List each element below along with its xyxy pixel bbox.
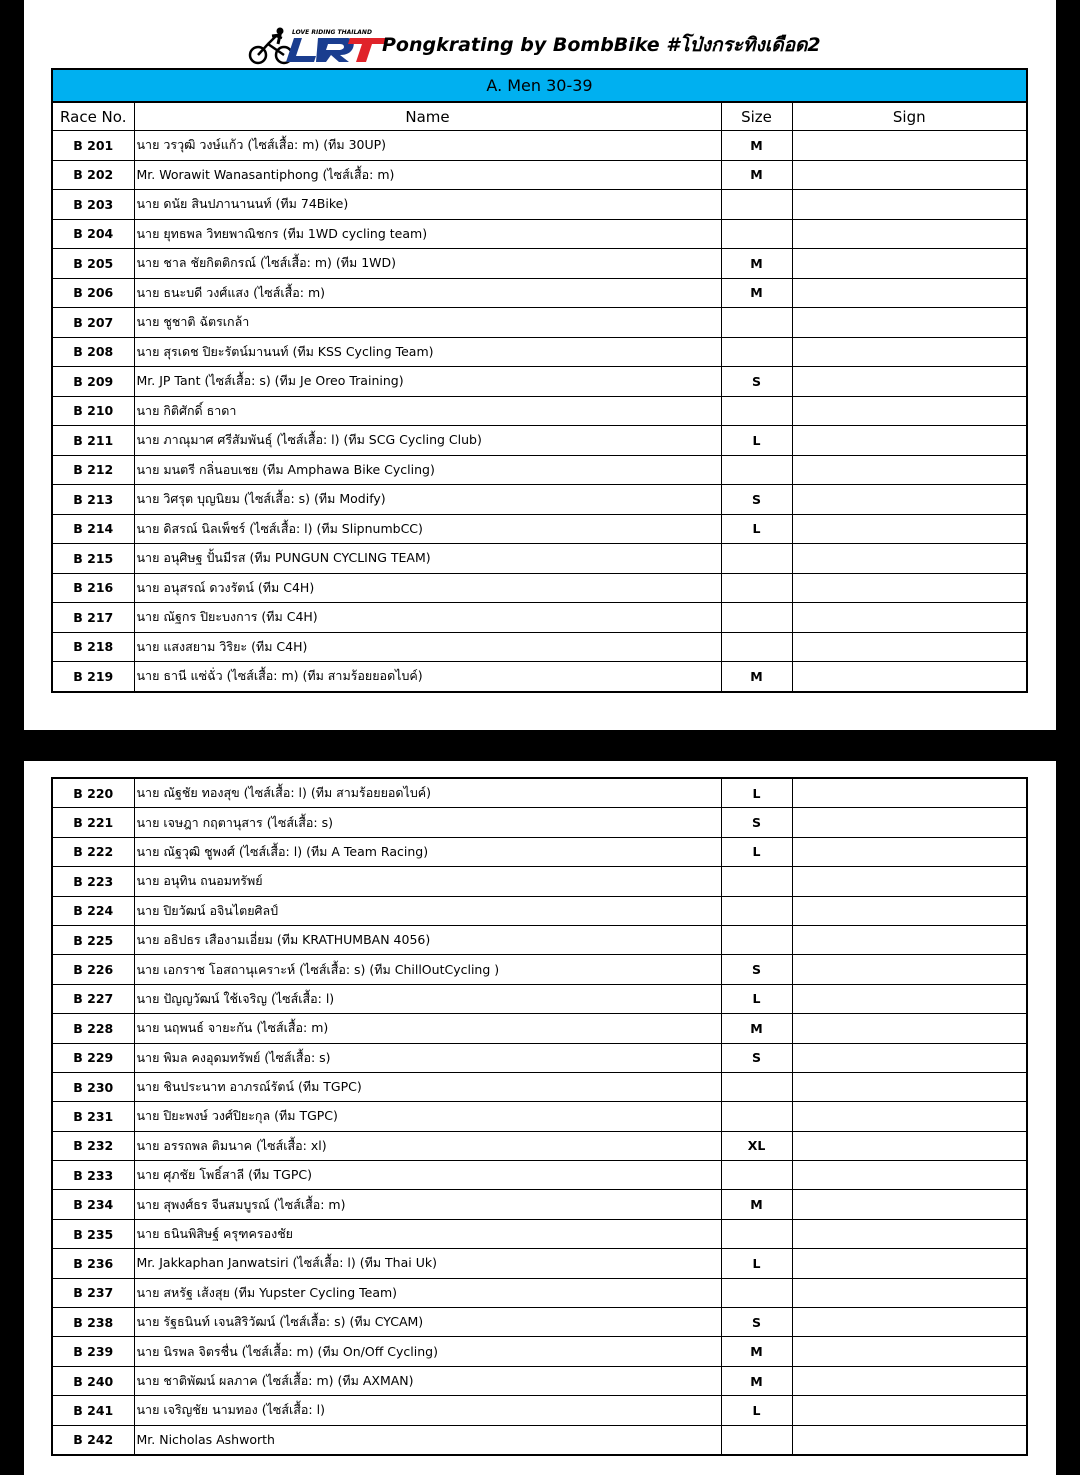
signature-cell bbox=[792, 514, 1027, 544]
race-number-cell: B 219 bbox=[52, 662, 134, 692]
signature-cell bbox=[792, 367, 1027, 397]
rider-name-cell: นาย สุรเดช ปิยะรัตน์มานนท์ (ทีม KSS Cycling Team) bbox=[134, 337, 721, 367]
header-sign: Sign bbox=[792, 102, 1027, 131]
race-number-cell: B 242 bbox=[52, 1425, 134, 1455]
race-number-cell: B 202 bbox=[52, 160, 134, 190]
rider-name-cell: นาย ณัฐวุฒิ ชูพงศ์ (ไซส์เสื้อ: l) (ทีม A Team Racing) bbox=[134, 837, 721, 866]
signature-cell bbox=[792, 249, 1027, 279]
signature-cell bbox=[792, 190, 1027, 220]
header-race-no: Race No. bbox=[52, 102, 134, 131]
signature-cell bbox=[792, 778, 1027, 808]
rider-name-cell: นาย ดนัย สินปภานานนท์ (ทีม 74Bike) bbox=[134, 190, 721, 220]
shirt-size-cell: L bbox=[721, 426, 792, 456]
race-number-cell: B 212 bbox=[52, 455, 134, 485]
column-header-row bbox=[52, 102, 1027, 131]
signature-cell bbox=[792, 1425, 1027, 1455]
rider-name-cell: นาย ณัฐกร ปิยะบงการ (ทีม C4H) bbox=[134, 603, 721, 633]
header-size: Size bbox=[721, 102, 792, 131]
table-row bbox=[52, 1102, 1027, 1131]
race-number-cell: B 215 bbox=[52, 544, 134, 574]
shirt-size-cell bbox=[721, 896, 792, 925]
race-number-cell: B 237 bbox=[52, 1278, 134, 1307]
shirt-size-cell bbox=[721, 455, 792, 485]
rider-name-cell: นาย ธนะบดี วงศ์แสง (ไซส์เสื้อ: m) bbox=[134, 278, 721, 308]
race-number-cell: B 218 bbox=[52, 632, 134, 662]
rider-name-cell: Mr. Worawit Wanasantiphong (ไซส์เสื้อ: m) bbox=[134, 160, 721, 190]
signature-cell bbox=[792, 603, 1027, 633]
table-row bbox=[52, 808, 1027, 837]
rider-name-cell: นาย ชาติพัฒน์ ผลภาค (ไซส์เสื้อ: m) (ทีม AXMAN) bbox=[134, 1366, 721, 1395]
shirt-size-cell: M bbox=[721, 1337, 792, 1366]
logo-text: LOVE RIDING THAILAND bbox=[292, 29, 372, 36]
table-row bbox=[52, 984, 1027, 1013]
rider-name-cell: นาย ธนินพิสิษฐ์ ครุฑครองชัย bbox=[134, 1219, 721, 1248]
table-row bbox=[52, 573, 1027, 603]
shirt-size-cell bbox=[721, 1425, 792, 1455]
race-number-cell: B 214 bbox=[52, 514, 134, 544]
race-number-cell: B 208 bbox=[52, 337, 134, 367]
signature-cell bbox=[792, 573, 1027, 603]
signature-cell bbox=[792, 1102, 1027, 1131]
signature-cell bbox=[792, 1190, 1027, 1219]
race-number-cell: B 240 bbox=[52, 1366, 134, 1395]
shirt-size-cell bbox=[721, 1278, 792, 1307]
rider-name-cell: นาย ชาล ชัยกิตติกรณ์ (ไซส์เสื้อ: m) (ทีม 1WD) bbox=[134, 249, 721, 279]
table-row bbox=[52, 1425, 1027, 1455]
race-number-cell: B 206 bbox=[52, 278, 134, 308]
shirt-size-cell: S bbox=[721, 485, 792, 515]
shirt-size-cell: M bbox=[721, 249, 792, 279]
sheet-page-1 bbox=[24, 0, 1056, 730]
signature-cell bbox=[792, 925, 1027, 954]
race-number-cell: B 241 bbox=[52, 1396, 134, 1425]
race-number-cell: B 232 bbox=[52, 1131, 134, 1160]
table-row bbox=[52, 925, 1027, 954]
race-number-cell: B 216 bbox=[52, 573, 134, 603]
rider-name-cell: นาย สุพงศ์ธร จีนสมบูรณ์ (ไซส์เสื้อ: m) bbox=[134, 1190, 721, 1219]
signature-cell bbox=[792, 1043, 1027, 1072]
race-number-cell: B 239 bbox=[52, 1337, 134, 1366]
table-row bbox=[52, 131, 1027, 161]
rider-name-cell: Mr. JP Tant (ไซส์เสื้อ: s) (ทีม Je Oreo Training) bbox=[134, 367, 721, 397]
race-number-cell: B 221 bbox=[52, 808, 134, 837]
shirt-size-cell bbox=[721, 308, 792, 338]
race-number-cell: B 201 bbox=[52, 131, 134, 161]
shirt-size-cell: XL bbox=[721, 1131, 792, 1160]
signature-cell bbox=[792, 1308, 1027, 1337]
signature-cell bbox=[792, 1072, 1027, 1101]
shirt-size-cell bbox=[721, 190, 792, 220]
shirt-size-cell bbox=[721, 337, 792, 367]
race-number-cell: B 234 bbox=[52, 1190, 134, 1219]
shirt-size-cell bbox=[721, 573, 792, 603]
shirt-size-cell: L bbox=[721, 984, 792, 1013]
race-number-cell: B 220 bbox=[52, 778, 134, 808]
rider-name-cell: นาย สหรัฐ เส้งสุย (ทีม Yupster Cycling Team) bbox=[134, 1278, 721, 1307]
signature-cell bbox=[792, 1161, 1027, 1190]
shirt-size-cell: L bbox=[721, 1396, 792, 1425]
table-row bbox=[52, 867, 1027, 896]
signature-cell bbox=[792, 1219, 1027, 1248]
shirt-size-cell: S bbox=[721, 367, 792, 397]
signature-cell bbox=[792, 632, 1027, 662]
rider-name-cell: นาย วรวุฒิ วงษ์แก้ว (ไซส์เสื้อ: m) (ทีม 30UP) bbox=[134, 131, 721, 161]
race-number-cell: B 210 bbox=[52, 396, 134, 426]
signature-cell bbox=[792, 455, 1027, 485]
signature-cell bbox=[792, 1278, 1027, 1307]
rider-name-cell: นาย มนตรี กลิ่นอบเชย (ทีม Amphawa Bike Cycling) bbox=[134, 455, 721, 485]
lrt-logo bbox=[236, 22, 396, 66]
signature-cell bbox=[792, 808, 1027, 837]
signature-cell bbox=[792, 1014, 1027, 1043]
table-row bbox=[52, 1131, 1027, 1160]
signature-cell bbox=[792, 396, 1027, 426]
race-number-cell: B 205 bbox=[52, 249, 134, 279]
header-name: Name bbox=[134, 102, 721, 131]
race-number-cell: B 235 bbox=[52, 1219, 134, 1248]
table-row bbox=[52, 896, 1027, 925]
signature-cell bbox=[792, 837, 1027, 866]
signature-cell bbox=[792, 1366, 1027, 1395]
signature-cell bbox=[792, 1396, 1027, 1425]
rider-name-cell: นาย อธิปธร เสืองามเอี่ยม (ทีม KRATHUMBAN 4056) bbox=[134, 925, 721, 954]
rider-name-cell: นาย ภาณุมาศ ศรีสัมพันธุ์ (ไซส์เสื้อ: l) (ทีม SCG Cycling Club) bbox=[134, 426, 721, 456]
table-row bbox=[52, 837, 1027, 866]
rider-name-cell: นาย กิติศักดิ์ ธาดา bbox=[134, 396, 721, 426]
signature-cell bbox=[792, 160, 1027, 190]
signature-cell bbox=[792, 544, 1027, 574]
race-number-cell: B 238 bbox=[52, 1308, 134, 1337]
shirt-size-cell bbox=[721, 396, 792, 426]
rider-name-cell: นาย ปิยะพงษ์ วงศ์ปิยะกุล (ทีม TGPC) bbox=[134, 1102, 721, 1131]
rider-name-cell: นาย เอกราช โอสถานุเคราะห์ (ไซส์เสื้อ: s) (ทีม ChillOutCycling ) bbox=[134, 955, 721, 984]
race-number-cell: B 203 bbox=[52, 190, 134, 220]
table-row bbox=[52, 278, 1027, 308]
table-row bbox=[52, 396, 1027, 426]
signature-cell bbox=[792, 955, 1027, 984]
signature-cell bbox=[792, 662, 1027, 692]
race-number-cell: B 225 bbox=[52, 925, 134, 954]
race-number-cell: B 224 bbox=[52, 896, 134, 925]
shirt-size-cell: M bbox=[721, 1366, 792, 1395]
table-row bbox=[52, 1278, 1027, 1307]
table-row bbox=[52, 1337, 1027, 1366]
table-row bbox=[52, 955, 1027, 984]
shirt-size-cell: S bbox=[721, 1043, 792, 1072]
race-number-cell: B 223 bbox=[52, 867, 134, 896]
signature-cell bbox=[792, 984, 1027, 1013]
shirt-size-cell: L bbox=[721, 778, 792, 808]
roster-table-1 bbox=[51, 68, 1028, 693]
race-number-cell: B 213 bbox=[52, 485, 134, 515]
table-row bbox=[52, 160, 1027, 190]
rider-name-cell: นาย ดิสรณ์ นิลเพ็ชร์ (ไซส์เสื้อ: l) (ทีม SlipnumbCC) bbox=[134, 514, 721, 544]
category-label: A. Men 30-39 bbox=[52, 69, 1027, 102]
shirt-size-cell: M bbox=[721, 1014, 792, 1043]
rider-name-cell: นาย ปิยวัฒน์ อจินไตยศิลป์ bbox=[134, 896, 721, 925]
rider-name-cell: นาย อนุศิษฐ ปั้นมีรส (ทีม PUNGUN CYCLING TEAM) bbox=[134, 544, 721, 574]
rider-name-cell: นาย เจริญชัย นามทอง (ไซส์เสื้อ: l) bbox=[134, 1396, 721, 1425]
race-number-cell: B 229 bbox=[52, 1043, 134, 1072]
race-number-cell: B 231 bbox=[52, 1102, 134, 1131]
table-row bbox=[52, 1219, 1027, 1248]
category-row bbox=[52, 69, 1027, 102]
shirt-size-cell: S bbox=[721, 1308, 792, 1337]
rider-name-cell: นาย รัฐธนินท์ เจนสิริวัฒน์ (ไซส์เสื้อ: s) (ทีม CYCAM) bbox=[134, 1308, 721, 1337]
shirt-size-cell: M bbox=[721, 278, 792, 308]
table-row bbox=[52, 1190, 1027, 1219]
signature-cell bbox=[792, 1249, 1027, 1278]
table-row bbox=[52, 778, 1027, 808]
race-number-cell: B 236 bbox=[52, 1249, 134, 1278]
shirt-size-cell bbox=[721, 544, 792, 574]
table-row bbox=[52, 337, 1027, 367]
race-number-cell: B 230 bbox=[52, 1072, 134, 1101]
rider-name-cell: นาย ธานี แซ่ฉั่ว (ไซส์เสื้อ: m) (ทีม สามร้อยยอดไบค์) bbox=[134, 662, 721, 692]
signature-cell bbox=[792, 337, 1027, 367]
race-number-cell: B 222 bbox=[52, 837, 134, 866]
race-number-cell: B 228 bbox=[52, 1014, 134, 1043]
table-row bbox=[52, 632, 1027, 662]
race-number-cell: B 226 bbox=[52, 955, 134, 984]
page-title: Pongkrating by BombBike #โป่งกระทิงเดือด2 bbox=[382, 34, 821, 56]
signature-cell bbox=[792, 1337, 1027, 1366]
shirt-size-cell: L bbox=[721, 514, 792, 544]
table-row bbox=[52, 603, 1027, 633]
race-number-cell: B 207 bbox=[52, 308, 134, 338]
signature-cell bbox=[792, 426, 1027, 456]
shirt-size-cell: M bbox=[721, 662, 792, 692]
shirt-size-cell: S bbox=[721, 955, 792, 984]
rider-name-cell: นาย ณัฐชัย ทองสุข (ไซส์เสื้อ: l) (ทีม สามร้อยยอดไบค์) bbox=[134, 778, 721, 808]
race-number-cell: B 227 bbox=[52, 984, 134, 1013]
rider-name-cell: นาย ยุทธพล วิทยพาณิชกร (ทีม 1WD cycling team) bbox=[134, 219, 721, 249]
rider-name-cell: นาย อนุทิน ถนอมทรัพย์ bbox=[134, 867, 721, 896]
table-row bbox=[52, 249, 1027, 279]
signature-cell bbox=[792, 896, 1027, 925]
sheet-page-2 bbox=[24, 761, 1056, 1475]
rider-name-cell: นาย พิมล คงอุดมทรัพย์ (ไซส์เสื้อ: s) bbox=[134, 1043, 721, 1072]
rider-name-cell: นาย นฤพนธ์ จายะกัน (ไซส์เสื้อ: m) bbox=[134, 1014, 721, 1043]
table-row bbox=[52, 1161, 1027, 1190]
shirt-size-cell bbox=[721, 867, 792, 896]
rider-name-cell: นาย ศุภชัย โพธิ์สาลี (ทีม TGPC) bbox=[134, 1161, 721, 1190]
table-row bbox=[52, 426, 1027, 456]
rider-name-cell: นาย อรรถพล ติมนาค (ไซส์เสื้อ: xl) bbox=[134, 1131, 721, 1160]
table-row bbox=[52, 662, 1027, 692]
race-number-cell: B 217 bbox=[52, 603, 134, 633]
shirt-size-cell bbox=[721, 1219, 792, 1248]
table-row bbox=[52, 1014, 1027, 1043]
table-row bbox=[52, 1249, 1027, 1278]
rider-name-cell: นาย วิศรุต บุญนิยม (ไซส์เสื้อ: s) (ทีม Modify) bbox=[134, 485, 721, 515]
shirt-size-cell bbox=[721, 603, 792, 633]
rider-name-cell: นาย นิรพล จิตรชื่น (ไซส์เสื้อ: m) (ทีม On/Off Cycling) bbox=[134, 1337, 721, 1366]
roster-table-2 bbox=[51, 777, 1028, 1456]
shirt-size-cell bbox=[721, 1161, 792, 1190]
table-row bbox=[52, 544, 1027, 574]
signature-cell bbox=[792, 131, 1027, 161]
table-row bbox=[52, 485, 1027, 515]
rider-name-cell: นาย ชินประนาท อาภรณ์รัตน์ (ทีม TGPC) bbox=[134, 1072, 721, 1101]
table-row bbox=[52, 1043, 1027, 1072]
rider-name-cell: นาย แสงสยาม วิริยะ (ทีม C4H) bbox=[134, 632, 721, 662]
signature-cell bbox=[792, 485, 1027, 515]
race-number-cell: B 211 bbox=[52, 426, 134, 456]
shirt-size-cell: M bbox=[721, 1190, 792, 1219]
race-number-cell: B 233 bbox=[52, 1161, 134, 1190]
rider-name-cell: Mr. Nicholas Ashworth bbox=[134, 1425, 721, 1455]
table-row bbox=[52, 455, 1027, 485]
shirt-size-cell: L bbox=[721, 837, 792, 866]
rider-name-cell: Mr. Jakkaphan Janwatsiri (ไซส์เสื้อ: l) (ทีม Thai Uk) bbox=[134, 1249, 721, 1278]
shirt-size-cell: M bbox=[721, 160, 792, 190]
table-row bbox=[52, 1366, 1027, 1395]
shirt-size-cell: S bbox=[721, 808, 792, 837]
shirt-size-cell bbox=[721, 219, 792, 249]
shirt-size-cell bbox=[721, 1072, 792, 1101]
shirt-size-cell bbox=[721, 925, 792, 954]
signature-cell bbox=[792, 278, 1027, 308]
signature-cell bbox=[792, 867, 1027, 896]
rider-name-cell: นาย ปัญญวัฒน์ ใช้เจริญ (ไซส์เสื้อ: l) bbox=[134, 984, 721, 1013]
shirt-size-cell: L bbox=[721, 1249, 792, 1278]
table-row bbox=[52, 367, 1027, 397]
race-number-cell: B 204 bbox=[52, 219, 134, 249]
rider-name-cell: นาย อนุสรณ์ ดวงรัตน์ (ทีม C4H) bbox=[134, 573, 721, 603]
table-row bbox=[52, 1396, 1027, 1425]
shirt-size-cell: M bbox=[721, 131, 792, 161]
shirt-size-cell bbox=[721, 1102, 792, 1131]
table-row bbox=[52, 1308, 1027, 1337]
rider-name-cell: นาย ชูชาติ ฉัตรเกล้า bbox=[134, 308, 721, 338]
signature-cell bbox=[792, 1131, 1027, 1160]
page-header bbox=[24, 22, 1056, 66]
shirt-size-cell bbox=[721, 632, 792, 662]
signature-cell bbox=[792, 219, 1027, 249]
table-row bbox=[52, 190, 1027, 220]
table-row bbox=[52, 1072, 1027, 1101]
rider-name-cell: นาย เจษฎา กฤตานุสาร (ไซส์เสื้อ: s) bbox=[134, 808, 721, 837]
table-row bbox=[52, 308, 1027, 338]
table-row bbox=[52, 514, 1027, 544]
race-number-cell: B 209 bbox=[52, 367, 134, 397]
table-row bbox=[52, 219, 1027, 249]
signature-cell bbox=[792, 308, 1027, 338]
